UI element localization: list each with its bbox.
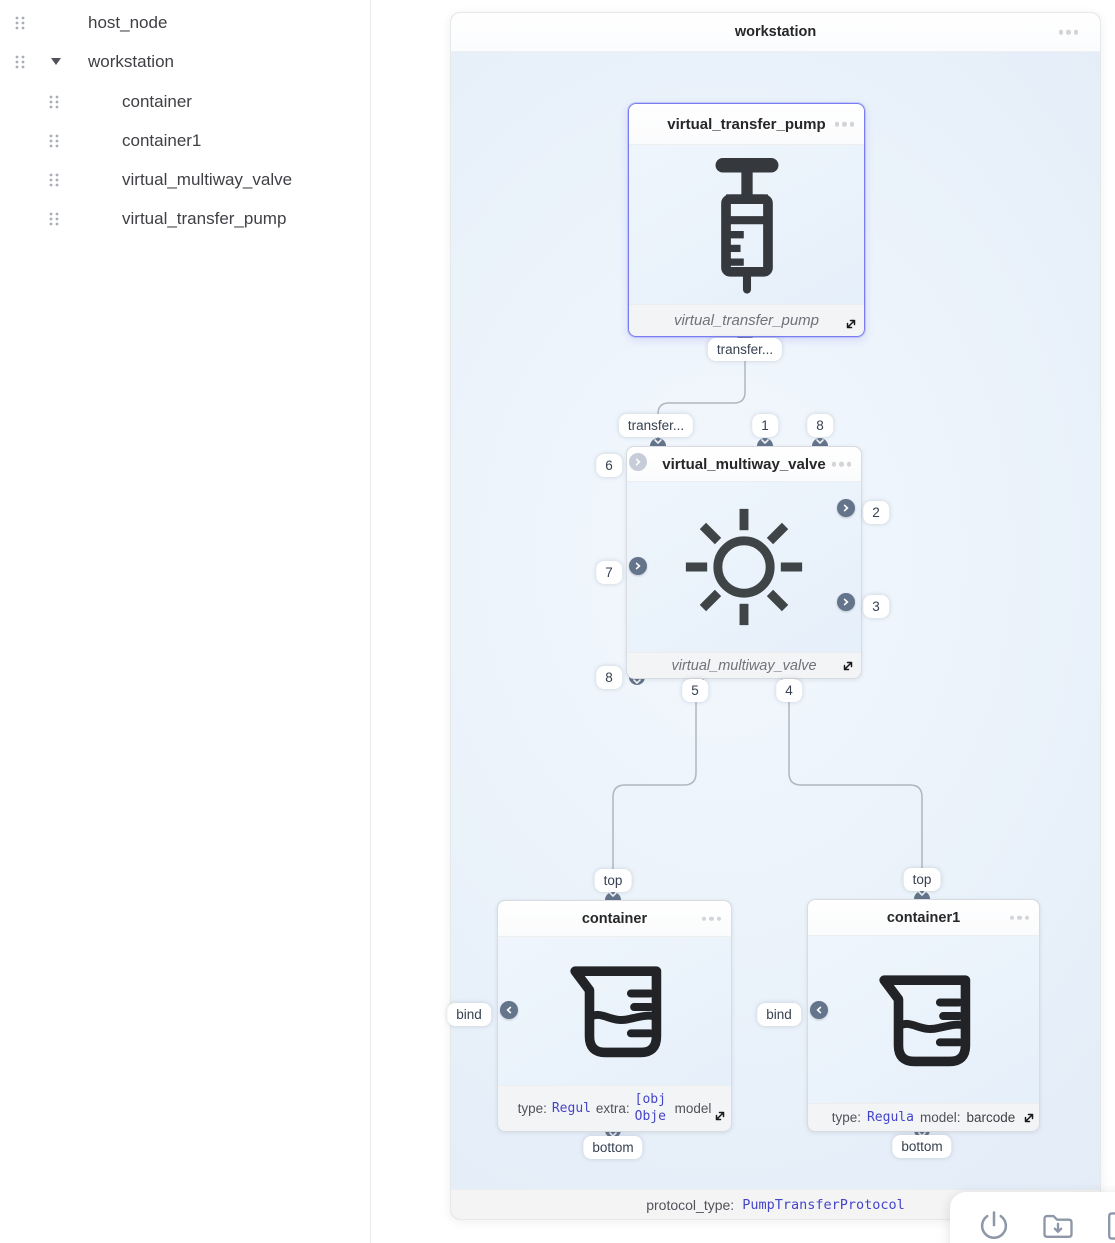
- tree-item-label: virtual_transfer_pump: [122, 208, 287, 228]
- node-header[interactable]: [627, 447, 861, 482]
- extra-field-value: [obj Obje: [634, 1092, 666, 1124]
- model-field-label: model: [674, 1101, 712, 1116]
- tree-item-virtual-transfer-pump[interactable]: [0, 199, 370, 238]
- tree-item-label: host_node: [88, 12, 168, 32]
- node-footer: [808, 1103, 1039, 1131]
- node-menu-ellipsis-icon[interactable]: [702, 916, 722, 921]
- tree-item-label: container1: [122, 130, 202, 150]
- port-label-valve-5: 5: [682, 679, 708, 702]
- type-field-label: type:: [517, 1101, 547, 1116]
- drag-handle-icon[interactable]: [14, 54, 26, 70]
- port-valve-3[interactable]: [837, 593, 855, 611]
- node-title: container1: [886, 909, 961, 926]
- node-title: container: [581, 910, 648, 927]
- node-virtual-multiway-valve[interactable]: [626, 446, 862, 679]
- resize-handle-icon[interactable]: [841, 659, 855, 673]
- node-menu-ellipsis-icon[interactable]: [1010, 915, 1030, 920]
- tree-item-host-node[interactable]: [0, 3, 370, 42]
- folder-download-icon[interactable]: [1040, 1208, 1076, 1243]
- port-container-bind[interactable]: [500, 1001, 518, 1019]
- node-body: [498, 937, 731, 1085]
- port-label-pump-transfer: transfer...: [708, 338, 782, 361]
- model-field-label: model:: [919, 1110, 961, 1125]
- edge-valve4-to-container1-top[interactable]: [789, 677, 922, 899]
- port-valve-2[interactable]: [837, 499, 855, 517]
- node-container[interactable]: [497, 900, 732, 1132]
- drag-handle-icon[interactable]: [48, 211, 60, 227]
- node-instance-name: virtual_transfer_pump: [673, 312, 820, 329]
- tree-item-virtual-multiway-valve[interactable]: [0, 160, 370, 199]
- port-label-valve-transfer: transfer...: [619, 414, 693, 437]
- node-footer: [629, 304, 864, 336]
- node-title: virtual_transfer_pump: [667, 115, 826, 133]
- sidebar-tree: [0, 0, 371, 1243]
- port-label-valve-8-top: 8: [807, 414, 833, 437]
- node-menu-ellipsis-icon[interactable]: [835, 122, 855, 127]
- port-label-container1-bind: bind: [757, 1003, 801, 1026]
- port-label-valve-3: 3: [863, 595, 889, 618]
- node-body: [627, 482, 861, 652]
- resize-handle-icon[interactable]: [844, 317, 858, 331]
- port-label-container1-top: top: [904, 868, 941, 891]
- model-field-value: barcode: [966, 1110, 1016, 1125]
- type-field-value: Regula: [866, 1110, 914, 1125]
- node-body: [629, 145, 864, 304]
- port-label-valve-7: 7: [596, 561, 622, 584]
- port-label-valve-6: 6: [596, 454, 622, 477]
- port-label-container-bottom: bottom: [583, 1136, 642, 1159]
- power-icon[interactable]: [976, 1208, 1012, 1243]
- node-header[interactable]: [498, 901, 731, 937]
- beaker-icon: [564, 957, 666, 1065]
- node-menu-ellipsis-icon[interactable]: [832, 462, 852, 467]
- port-label-valve-2: 2: [863, 501, 889, 524]
- drag-handle-icon[interactable]: [48, 133, 60, 149]
- protocol-type-label: protocol_type:: [646, 1196, 735, 1213]
- type-field-value: Regul: [551, 1101, 591, 1116]
- port-label-valve-1: 1: [752, 414, 778, 437]
- beaker-icon: [873, 966, 975, 1074]
- resize-handle-icon[interactable]: [713, 1109, 727, 1123]
- tree-item-container[interactable]: [0, 82, 370, 121]
- node-body: [808, 936, 1039, 1103]
- node-header[interactable]: [808, 900, 1039, 936]
- port-valve-7[interactable]: [629, 557, 647, 575]
- drag-handle-icon[interactable]: [48, 172, 60, 188]
- syringe-icon: [695, 154, 799, 296]
- node-footer: [627, 652, 861, 678]
- tree-item-container1[interactable]: [0, 121, 370, 160]
- tree-item-label: virtual_multiway_valve: [122, 169, 293, 189]
- node-title: virtual_multiway_valve: [662, 455, 826, 473]
- drag-handle-icon[interactable]: [48, 94, 60, 110]
- resize-handle-icon[interactable]: [1022, 1111, 1036, 1125]
- node-instance-name: virtual_multiway_valve: [671, 657, 817, 674]
- chevron-down-icon[interactable]: [51, 58, 61, 65]
- tree-item-label: container: [122, 91, 192, 111]
- edge-valve5-to-container-top[interactable]: [613, 677, 696, 900]
- rotary-valve-icon: [682, 505, 806, 629]
- canvas-action-toolbar: [950, 1192, 1115, 1243]
- port-label-container1-bottom: bottom: [892, 1135, 951, 1158]
- port-label-container-bind: bind: [447, 1003, 491, 1026]
- node-container1[interactable]: [807, 899, 1040, 1132]
- node-virtual-transfer-pump[interactable]: [628, 103, 865, 337]
- protocol-type-value: PumpTransferProtocol: [742, 1196, 905, 1213]
- panel-title: workstation: [734, 24, 817, 40]
- port-container1-bind[interactable]: [810, 1001, 828, 1019]
- port-label-container-top: top: [595, 869, 632, 892]
- tree-item-workstation[interactable]: [0, 42, 370, 81]
- node-footer: [498, 1085, 731, 1131]
- tree-item-label: workstation: [88, 51, 174, 71]
- port-label-valve-8-bottom: 8: [596, 666, 622, 689]
- port-valve-6[interactable]: [629, 453, 647, 471]
- node-header[interactable]: [629, 104, 864, 145]
- extra-field-label: extra:: [595, 1101, 630, 1116]
- port-label-valve-4: 4: [776, 679, 802, 702]
- drag-handle-icon[interactable]: [14, 15, 26, 31]
- type-field-label: type:: [831, 1110, 861, 1125]
- document-icon[interactable]: [1102, 1208, 1115, 1243]
